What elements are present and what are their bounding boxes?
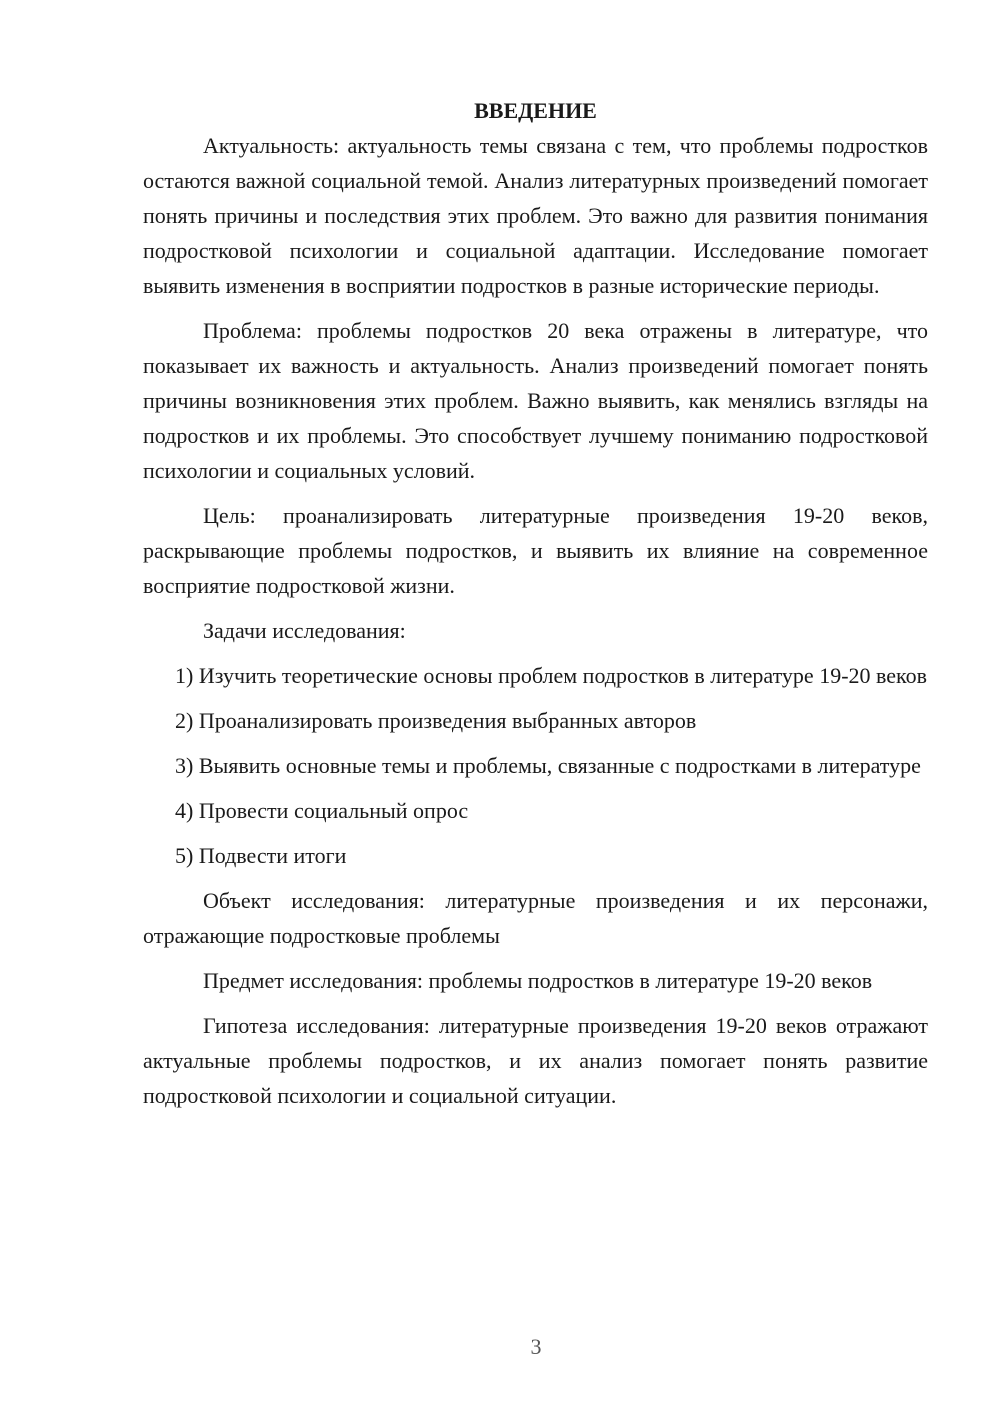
paragraph-hypothesis: Гипотеза исследования: литературные произведения 19-20 веков отражают актуальные проблемы подростков, и их анализ помогает понять развитие подростковой психологии и социальной ситуации. — [143, 1013, 928, 1108]
task-item-1: 1) Изучить теоретические основы проблем подростков в литературе 19-20 веков — [175, 663, 927, 688]
paragraph-subject: Предмет исследования: проблемы подростков в литературе 19-20 веков — [203, 968, 873, 993]
page-title: ВВЕДЕНИЕ — [474, 98, 597, 123]
task-item-4: 4) Провести социальный опрос — [175, 798, 469, 823]
task-item-2: 2) Проанализировать произведения выбранных авторов — [175, 708, 697, 733]
paragraph-relevance: Актуальность: актуальность темы связана с тем, что проблемы подростков остаются важной социальной темой. Анализ литературных произведений помогает понять причины и последствия этих проблем. Это важно для развития понимания подростковой психологии и социальной адаптации. Исследование помогает выявить изменения в восприятии подростков в разные исторические периоды. — [143, 133, 928, 298]
paragraph-goal: Цель: проанализировать литературные произведения 19-20 веков, раскрывающие проблемы подростков, и выявить их влияние на современное восприятие подростковой жизни. — [143, 503, 928, 598]
page-number: 3 — [530, 1334, 542, 1359]
tasks-heading: Задачи исследования: — [203, 618, 406, 643]
paragraph-problem: Проблема: проблемы подростков 20 века отражены в литературе, что показывает их важность и актуальность. Анализ произведений помогает понять причины возникновения этих проблем. Важно выявить, как менялись взгляды на подростков и их проблемы. Это способствует лучшему пониманию подростковой психологии и социальных условий. — [143, 318, 928, 483]
paragraph-object: Объект исследования: литературные произведения и их персонажи, отражающие подростковые проблемы — [143, 888, 928, 948]
page-content — [143, 93, 928, 1123]
task-item-5: 5) Подвести итоги — [175, 843, 347, 868]
task-item-3: 3) Выявить основные темы и проблемы, связанные с подростками в литературе — [175, 753, 921, 778]
